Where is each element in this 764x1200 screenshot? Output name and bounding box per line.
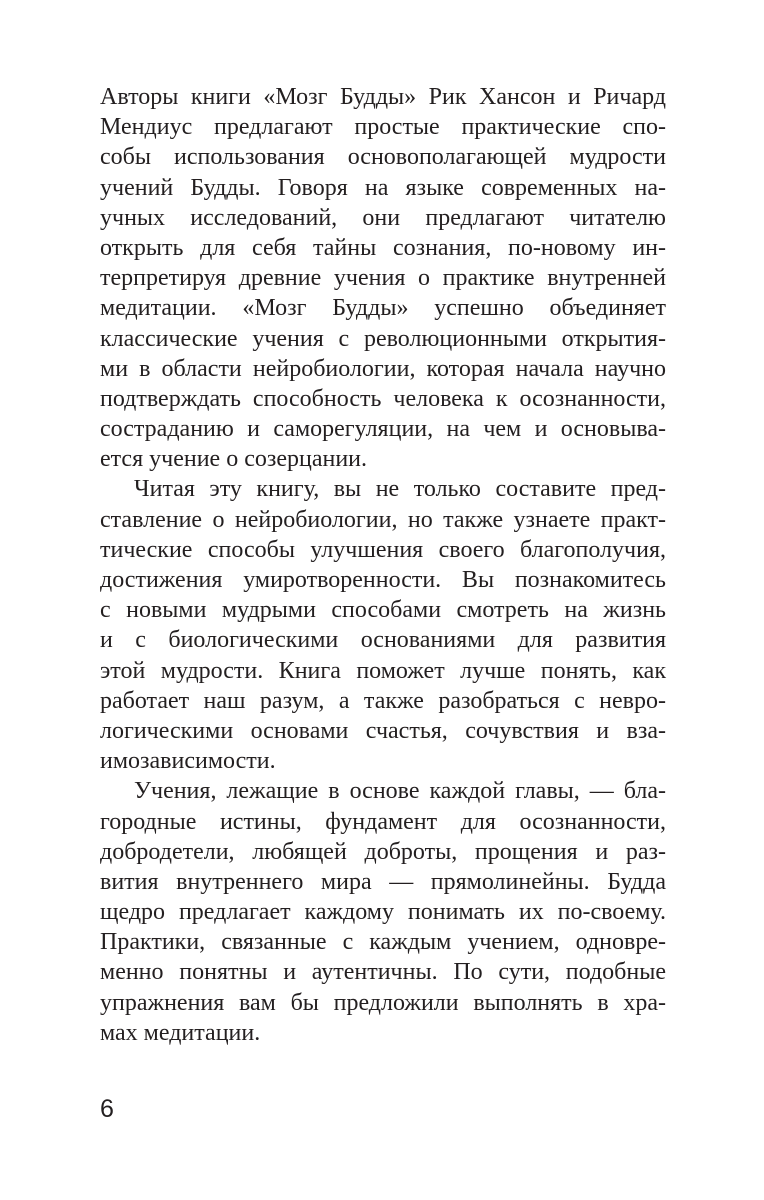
text-line: добродетели, любящей доброты, прощения и раз- [100, 838, 666, 865]
text-line: логическими основами счастья, сочувствия и вза- [100, 717, 666, 744]
text-line: мах медитации. [100, 1019, 261, 1046]
text-line: Читая эту книгу, вы не только составите пред- [134, 476, 666, 503]
text-line: работает наш разум, а также разобраться с невро- [100, 687, 666, 714]
paragraph [100, 776, 666, 1048]
text-line: имозависимости. [100, 748, 276, 775]
paragraph [100, 474, 666, 776]
text-line: упражнения вам бы предложили выполнять в хра- [100, 989, 666, 1016]
text-line: Мендиус предлагают простые практические спо- [100, 114, 666, 141]
text-line: учений Будды. Говоря на языке современных на- [100, 174, 666, 201]
text-line: тические способы улучшения своего благополучия, [100, 536, 666, 563]
text-line: классические учения с революционными открытия- [100, 325, 666, 352]
text-line: Практики, связанные с каждым учением, одновре- [100, 929, 666, 956]
text-line: менно понятны и аутентичны. По сути, подобные [100, 959, 666, 986]
text-line: подтверждать способность человека к осознанности, [100, 385, 666, 412]
text-line: этой мудрости. Книга поможет лучше понять, как [100, 657, 666, 684]
text-line: ми в области нейробиологии, которая начала научно [100, 355, 666, 382]
text-line: и с биологическими основаниями для развития [100, 627, 666, 654]
text-line: учных исследований, они предлагают читателю [100, 204, 666, 231]
text-line: терпретируя древние учения о практике внутренней [100, 265, 666, 292]
text-line: вития внутреннего мира — прямолинейны. Будда [100, 868, 666, 895]
text-line: медитации. «Мозг Будды» успешно объединяет [100, 295, 666, 322]
paragraph [100, 82, 666, 474]
text-line: открыть для себя тайны сознания, по-новому ин- [100, 234, 666, 261]
text-line: достижения умиротворенности. Вы познакомитесь [100, 567, 666, 593]
book-page-text [100, 82, 666, 1048]
text-line: Учения, лежащие в основе каждой главы, — бла- [134, 778, 666, 805]
text-line: щедро предлагает каждому понимать их по-своему. [100, 899, 666, 926]
text-line: собы использования основополагающей мудрости [100, 144, 666, 171]
text-line: состраданию и саморегуляции, на чем и основыва- [100, 416, 666, 443]
text-line: ется учение о созерцании. [100, 446, 367, 473]
text-line: Авторы книги «Мозг Будды» Рик Хансон и Ричард [100, 84, 666, 110]
text-line: с новыми мудрыми способами смотреть на жизнь [100, 597, 666, 624]
text-line: ставление о нейробиологии, но также узнаете практ- [100, 506, 666, 533]
text-line: городные истины, фундамент для осознанности, [100, 808, 666, 835]
page-number: 6 [100, 1095, 114, 1123]
